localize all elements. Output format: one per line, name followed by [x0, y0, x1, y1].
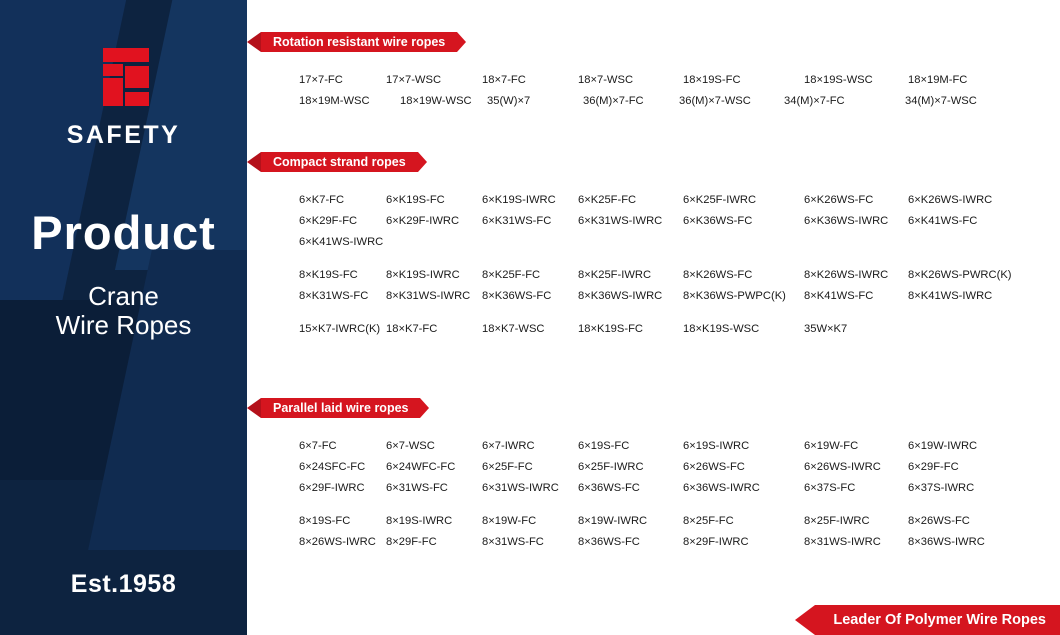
product-code: 18×K7-FC — [386, 323, 438, 335]
product-code: 18×19S-WSC — [804, 74, 873, 86]
product-code: 8×31WS-FC — [482, 536, 544, 548]
product-code: 18×K19S-WSC — [683, 323, 760, 335]
product-code: 18×7-WSC — [578, 74, 634, 86]
section-heading-ribbon — [273, 152, 1060, 172]
product-code: 6×36WS-IWRC — [683, 482, 760, 494]
product-code: 6×26WS-FC — [683, 461, 745, 473]
logo-block — [0, 48, 247, 150]
product-code: 6×19S-IWRC — [683, 440, 750, 452]
product-code: 8×29F-IWRC — [683, 536, 749, 548]
product-code: 6×K19S-IWRC — [482, 194, 556, 206]
product-code: 8×K26WS-PWRC(K) — [908, 269, 1012, 281]
row-group-spacer — [299, 307, 1060, 319]
product-code: 8×19W-IWRC — [578, 515, 648, 527]
established-year: Est.1958 — [70, 570, 177, 598]
product-row — [299, 265, 1060, 286]
product-code: 6×K7-FC — [299, 194, 345, 206]
product-code: 6×19S-FC — [578, 440, 630, 452]
product-code: 6×29F-FC — [908, 461, 959, 473]
product-code: 6×25F-IWRC — [578, 461, 644, 473]
product-code: 6×37S-IWRC — [908, 482, 975, 494]
product-row — [299, 478, 1060, 499]
product-row — [299, 232, 1060, 253]
product-code: 6×31WS-FC — [386, 482, 448, 494]
product-code: 8×K19S-FC — [299, 269, 358, 281]
product-code: 6×19W-FC — [804, 440, 859, 452]
catalog-content — [247, 0, 1060, 635]
product-code: 8×36WS-FC — [578, 536, 640, 548]
product-row — [400, 91, 1060, 112]
product-code: 8×K31WS-FC — [299, 290, 369, 302]
product-row — [299, 286, 1060, 307]
product-code: 17×7-WSC — [386, 74, 442, 86]
product-code: 36(M)×7-WSC — [679, 95, 751, 107]
product-code: 18×19M-FC — [908, 74, 968, 86]
product-code: 8×K41WS-FC — [804, 290, 874, 302]
product-code: 36(M)×7-FC — [583, 95, 644, 107]
product-code: 6×K41WS-IWRC — [299, 236, 384, 248]
ribbon-tail-icon — [247, 32, 261, 52]
product-code: 8×25F-FC — [683, 515, 734, 527]
product-code: 8×K19S-IWRC — [386, 269, 460, 281]
product-row — [299, 190, 1060, 211]
product-code: 8×K36WS-FC — [482, 290, 552, 302]
product-code: 6×29F-IWRC — [299, 482, 365, 494]
page-title: Product — [31, 206, 216, 259]
product-code: 6×K41WS-FC — [908, 215, 978, 227]
product-row — [299, 511, 1060, 532]
page-subtitle-line-1: Crane — [88, 281, 159, 311]
product-code: 6×25F-FC — [482, 461, 533, 473]
product-code: 18×19S-FC — [683, 74, 741, 86]
product-code: 8×19S-FC — [299, 515, 351, 527]
footer-tagline-ribbon — [815, 605, 1060, 635]
product-row — [299, 211, 1060, 232]
product-code: 17×7-FC — [299, 74, 343, 86]
product-code: 34(M)×7-FC — [784, 95, 845, 107]
product-code: 18×K7-WSC — [482, 323, 545, 335]
product-code: 6×K26WS-IWRC — [908, 194, 993, 206]
product-code: 35(W)×7 — [487, 95, 531, 107]
product-code: 15×K7-IWRC(K) — [299, 323, 381, 335]
page-subtitle-line-2: Wire Ropes — [55, 310, 192, 341]
product-row — [299, 70, 1060, 91]
product-code: 8×K41WS-IWRC — [908, 290, 993, 302]
product-code: 6×7-WSC — [386, 440, 435, 452]
product-code: 8×26WS-IWRC — [299, 536, 376, 548]
product-code: 8×K36WS-IWRC — [578, 290, 663, 302]
product-code: 6×K29F-FC — [299, 215, 358, 227]
product-code: 8×19S-IWRC — [386, 515, 453, 527]
product-code: 8×29F-FC — [386, 536, 437, 548]
product-row — [299, 319, 1060, 340]
left-cover-panel — [0, 0, 247, 635]
product-code: 6×K25F-IWRC — [683, 194, 757, 206]
row-group-spacer — [299, 253, 1060, 265]
product-code: 8×K26WS-IWRC — [804, 269, 889, 281]
product-row — [299, 532, 1060, 553]
product-code: 6×36WS-FC — [578, 482, 640, 494]
page-subtitle — [0, 282, 247, 340]
product-code: 18×19W-WSC — [400, 95, 472, 107]
product-code: 6×7-IWRC — [482, 440, 535, 452]
product-code: 6×K36WS-IWRC — [804, 215, 889, 227]
product-code: 6×K29F-IWRC — [386, 215, 460, 227]
product-row — [299, 457, 1060, 478]
section-parallel-laid — [247, 398, 1060, 553]
product-code: 6×K25F-FC — [578, 194, 637, 206]
product-code: 6×26WS-IWRC — [804, 461, 881, 473]
section-compact-strand — [247, 152, 1060, 340]
product-code: 8×K36WS-PWPC(K) — [683, 290, 786, 302]
product-code: 8×19W-FC — [482, 515, 537, 527]
product-code: 8×26WS-FC — [908, 515, 970, 527]
product-code: 6×K31WS-FC — [482, 215, 552, 227]
product-code: 18×K19S-FC — [578, 323, 643, 335]
footer-tagline-label: Leader Of Polymer Wire Ropes — [833, 612, 1046, 628]
section-heading-label: Compact strand ropes — [261, 152, 418, 172]
product-code: 35W×K7 — [804, 323, 848, 335]
product-code: 6×24SFC-FC — [299, 461, 366, 473]
product-code: 6×K31WS-IWRC — [578, 215, 663, 227]
product-code: 8×K31WS-IWRC — [386, 290, 471, 302]
product-code: 18×7-FC — [482, 74, 526, 86]
product-code: 6×7-FC — [299, 440, 337, 452]
product-row — [299, 436, 1060, 457]
safety-s-logo-icon — [97, 48, 151, 106]
product-code: 6×19W-IWRC — [908, 440, 978, 452]
ribbon-tail-icon — [795, 605, 815, 635]
product-code: 8×K26WS-FC — [683, 269, 753, 281]
row-group-spacer — [299, 499, 1060, 511]
ribbon-tail-icon — [247, 152, 261, 172]
section-heading-ribbon — [273, 32, 1060, 52]
section-heading-label: Rotation resistant wire ropes — [261, 32, 457, 52]
product-code: 6×K19S-FC — [386, 194, 445, 206]
product-code: 8×31WS-IWRC — [804, 536, 881, 548]
ribbon-tail-icon — [247, 398, 261, 418]
section-heading-ribbon — [273, 398, 1060, 418]
product-code: 6×37S-FC — [804, 482, 856, 494]
product-code: 34(M)×7-WSC — [905, 95, 977, 107]
product-code: 6×31WS-IWRC — [482, 482, 559, 494]
product-code: 8×K25F-IWRC — [578, 269, 652, 281]
product-code: 6×K26WS-FC — [804, 194, 874, 206]
product-code: 8×K25F-FC — [482, 269, 541, 281]
product-code: 8×25F-IWRC — [804, 515, 870, 527]
product-code: 6×24WFC-FC — [386, 461, 456, 473]
product-code: 6×K36WS-FC — [683, 215, 753, 227]
brand-name: SAFETY — [66, 121, 181, 149]
product-code: 18×19M-WSC — [299, 95, 370, 107]
section-rotation-resistant — [247, 32, 1060, 112]
section-heading-label: Parallel laid wire ropes — [261, 398, 420, 418]
product-code: 8×36WS-IWRC — [908, 536, 985, 548]
